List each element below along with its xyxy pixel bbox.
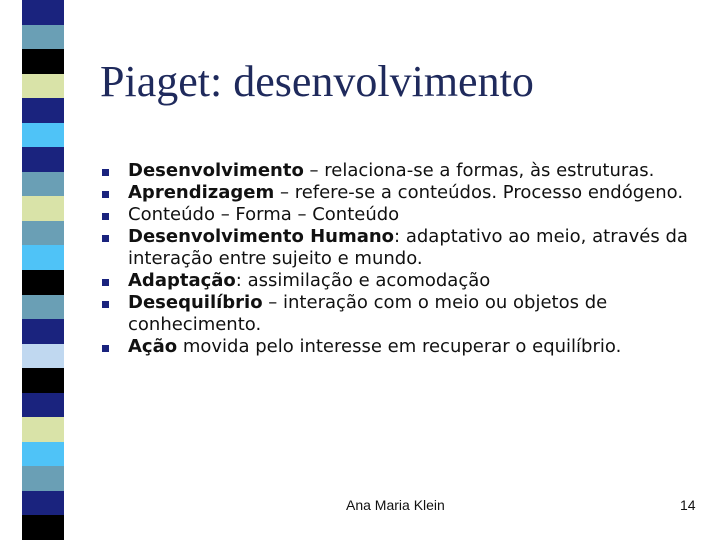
bullet-item xyxy=(102,160,702,182)
stripe-segment xyxy=(22,515,64,540)
bullet-bold-term: Desenvolvimento xyxy=(128,160,304,181)
bullet-text: : adaptativo ao meio, através da interação entre sujeito e mundo. xyxy=(128,226,688,269)
page-number: 14 xyxy=(680,497,696,513)
bullet-text: – refere-se a conteúdos. Processo endógeno. xyxy=(274,182,684,203)
stripe-segment xyxy=(22,221,64,246)
bullet-bold-term: Aprendizagem xyxy=(128,182,275,203)
bullet-bold-term: Ação xyxy=(128,336,178,357)
stripe-segment xyxy=(22,442,64,467)
stripe-segment xyxy=(22,319,64,344)
stripe-segment xyxy=(22,245,64,270)
bullet-text: movida pelo interesse em recuperar o equilíbrio. xyxy=(177,336,622,357)
slide-title: Piaget: desenvolvimento xyxy=(100,57,534,106)
stripe-segment xyxy=(22,417,64,442)
stripe-segment xyxy=(22,98,64,123)
stripe-segment xyxy=(22,172,64,197)
stripe-segment xyxy=(22,466,64,491)
square-bullet-icon xyxy=(102,279,109,286)
bullet-item xyxy=(102,204,702,226)
stripe-segment xyxy=(22,295,64,320)
stripe-segment xyxy=(22,74,64,99)
bullet-list xyxy=(102,160,702,358)
bullet-text: – relaciona-se a formas, às estruturas. xyxy=(303,160,655,181)
stripe-segment xyxy=(22,196,64,221)
stripe-segment xyxy=(22,123,64,148)
bullet-bold-term: Desenvolvimento Humano xyxy=(128,226,395,247)
stripe-segment xyxy=(22,0,64,25)
bullet-bold-term: Desequilíbrio xyxy=(128,292,263,313)
square-bullet-icon xyxy=(102,301,109,308)
bullet-item xyxy=(102,292,702,336)
bullet-text: – interação com o meio ou objetos de conhecimento. xyxy=(128,292,608,335)
stripe-segment xyxy=(22,491,64,516)
bullet-text: : assimilação e acomodação xyxy=(235,270,491,291)
stripe-segment xyxy=(22,147,64,172)
stripe-segment xyxy=(22,393,64,418)
stripe-segment xyxy=(22,344,64,369)
stripe-segment xyxy=(22,270,64,295)
bullet-bold-term: Adaptação xyxy=(128,270,236,291)
square-bullet-icon xyxy=(102,345,109,352)
bullet-item xyxy=(102,182,702,204)
decorative-color-stripe xyxy=(22,0,64,540)
bullet-item xyxy=(102,226,702,270)
square-bullet-icon xyxy=(102,235,109,242)
stripe-segment xyxy=(22,25,64,50)
stripe-segment xyxy=(22,368,64,393)
square-bullet-icon xyxy=(102,191,109,198)
square-bullet-icon xyxy=(102,169,109,176)
bullet-item xyxy=(102,336,702,358)
bullet-text: Conteúdo – Forma – Conteúdo xyxy=(128,204,400,225)
stripe-segment xyxy=(22,49,64,74)
bullet-item xyxy=(102,270,702,292)
footer-author: Ana Maria Klein xyxy=(346,497,445,513)
square-bullet-icon xyxy=(102,213,109,220)
